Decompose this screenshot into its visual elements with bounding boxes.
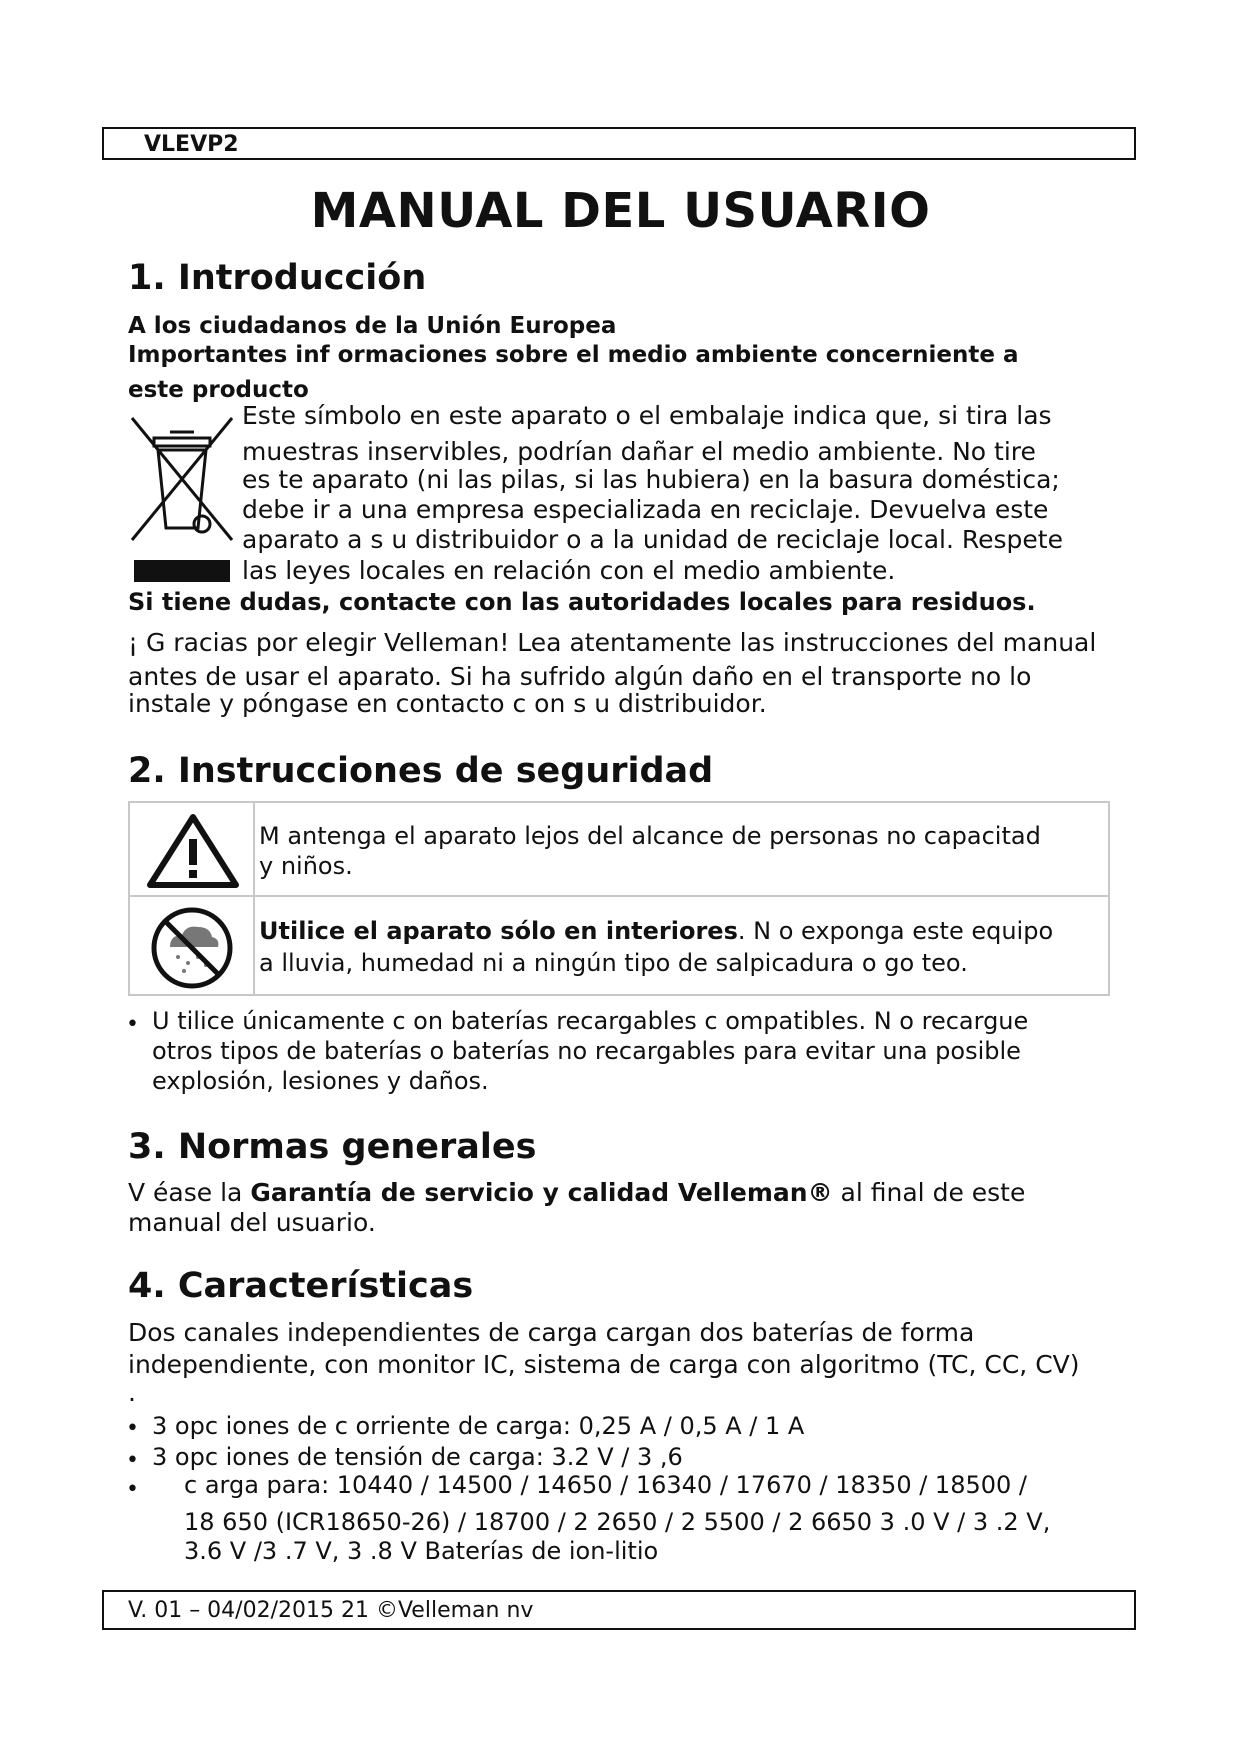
safety-row-2-line-1 <box>259 917 1107 945</box>
indoor-use-rest: . N o exponga este equipo <box>737 917 1054 945</box>
weee-icon <box>126 410 238 586</box>
features-intro-line: independiente, con monitor IC, sistema de carga con algoritmo (TC, CC, CV) <box>128 1350 1080 1379</box>
warranty-link-text: Garantía de servicio y calidad Velleman® <box>250 1178 833 1207</box>
weee-line: aparato a s u distribuidor o a la unidad de reciclaje local. Respete <box>242 525 1063 554</box>
feature-bullet: 3 opc iones de tensión de carga: 3.2 V / 3 ,6 <box>152 1443 683 1471</box>
section-4-heading: 4. Características <box>128 1266 474 1306</box>
feature-continuation: 3.6 V /3 .7 V, 3 .8 V Baterías de ion-litio <box>184 1537 659 1565</box>
battery-warning-line: explosión, lesiones y daños. <box>152 1067 489 1095</box>
battery-warning-line: U tilice únicamente c on baterías recargables c ompatibles. N o recargue <box>152 1007 1029 1035</box>
footer-text: V. 01 – 04/02/2015 21 ©Velleman nv <box>128 1598 534 1623</box>
no-rain-icon <box>148 905 236 991</box>
indoor-use-bold: Utilice el aparato sólo en interiores <box>259 917 738 945</box>
safety-table <box>128 801 1110 996</box>
weee-line: debe ir a una empresa especializada en reciclaje. Devuelva este <box>242 495 1049 524</box>
env-line-1: Importantes inf ormaciones sobre el medio ambiente concerniente a <box>128 342 1019 368</box>
feature-bullet: c arga para: 10440 / 14500 / 14650 / 16340 / 17670 / 18350 / 18500 / <box>184 1471 1027 1499</box>
warranty-line-2: manual del usuario. <box>128 1208 376 1237</box>
weee-line: las leyes locales en relación con el medio ambiente. <box>242 556 896 585</box>
thanks-line: antes de usar el aparato. Si ha sufrido algún daño en el transporte no lo <box>128 662 1032 691</box>
weee-line: Este símbolo en este aparato o el embalaje indica que, si tira las <box>242 401 1052 430</box>
section-3-heading: 3. Normas generales <box>128 1127 537 1167</box>
battery-warning-line: otros tipos de baterías o baterías no recargables para evitar una posible <box>152 1037 1021 1065</box>
weee-line: muestras inservibles, podrían dañar el medio ambiente. No tire <box>242 437 1036 466</box>
safety-row-1-line-1: M antenga el aparato lejos del alcance de personas no capacitad <box>259 822 1041 850</box>
warranty-line-1: V éase la Garantía de servicio y calidad Velleman® al final de este <box>128 1178 1026 1207</box>
safety-row-1-line-2: y niños. <box>259 852 353 880</box>
section-1-heading: 1. Introducción <box>128 258 427 298</box>
thanks-line: instale y póngase en contacto c on s u distribuidor. <box>128 689 767 718</box>
section-2-heading: 2. Instrucciones de seguridad <box>128 751 714 791</box>
doubts-note: Si tiene dudas, contacte con las autoridades locales para residuos. <box>128 588 1036 616</box>
footer-box <box>102 1590 1136 1630</box>
eu-title: A los ciudadanos de la Unión Europea <box>128 313 617 339</box>
feature-continuation: 18 650 (ICR18650-26) / 18700 / 2 2650 / 2 5500 / 2 6650 3 .0 V / 3 .2 V, <box>184 1508 1051 1536</box>
safety-row-2-line-2: a lluvia, humedad ni a ningún tipo de salpicadura o go teo. <box>259 949 968 977</box>
features-intro-line: . <box>128 1378 136 1407</box>
model-code: VLEVP2 <box>144 132 239 157</box>
page-title: MANUAL DEL USUARIO <box>310 183 931 239</box>
header-box <box>102 127 1136 160</box>
weee-line: es te aparato (ni las pilas, si las hubiera) en la basura doméstica; <box>242 465 1060 494</box>
thanks-line: ¡ G racias por elegir Velleman! Lea atentamente las instrucciones del manual <box>128 628 1097 657</box>
feature-bullet: 3 opc iones de c orriente de carga: 0,25 A / 0,5 A / 1 A <box>152 1412 805 1440</box>
warning-triangle-icon <box>146 813 240 889</box>
features-intro-line: Dos canales independientes de carga cargan dos baterías de forma <box>128 1318 975 1347</box>
env-line-2: este producto <box>128 377 309 403</box>
